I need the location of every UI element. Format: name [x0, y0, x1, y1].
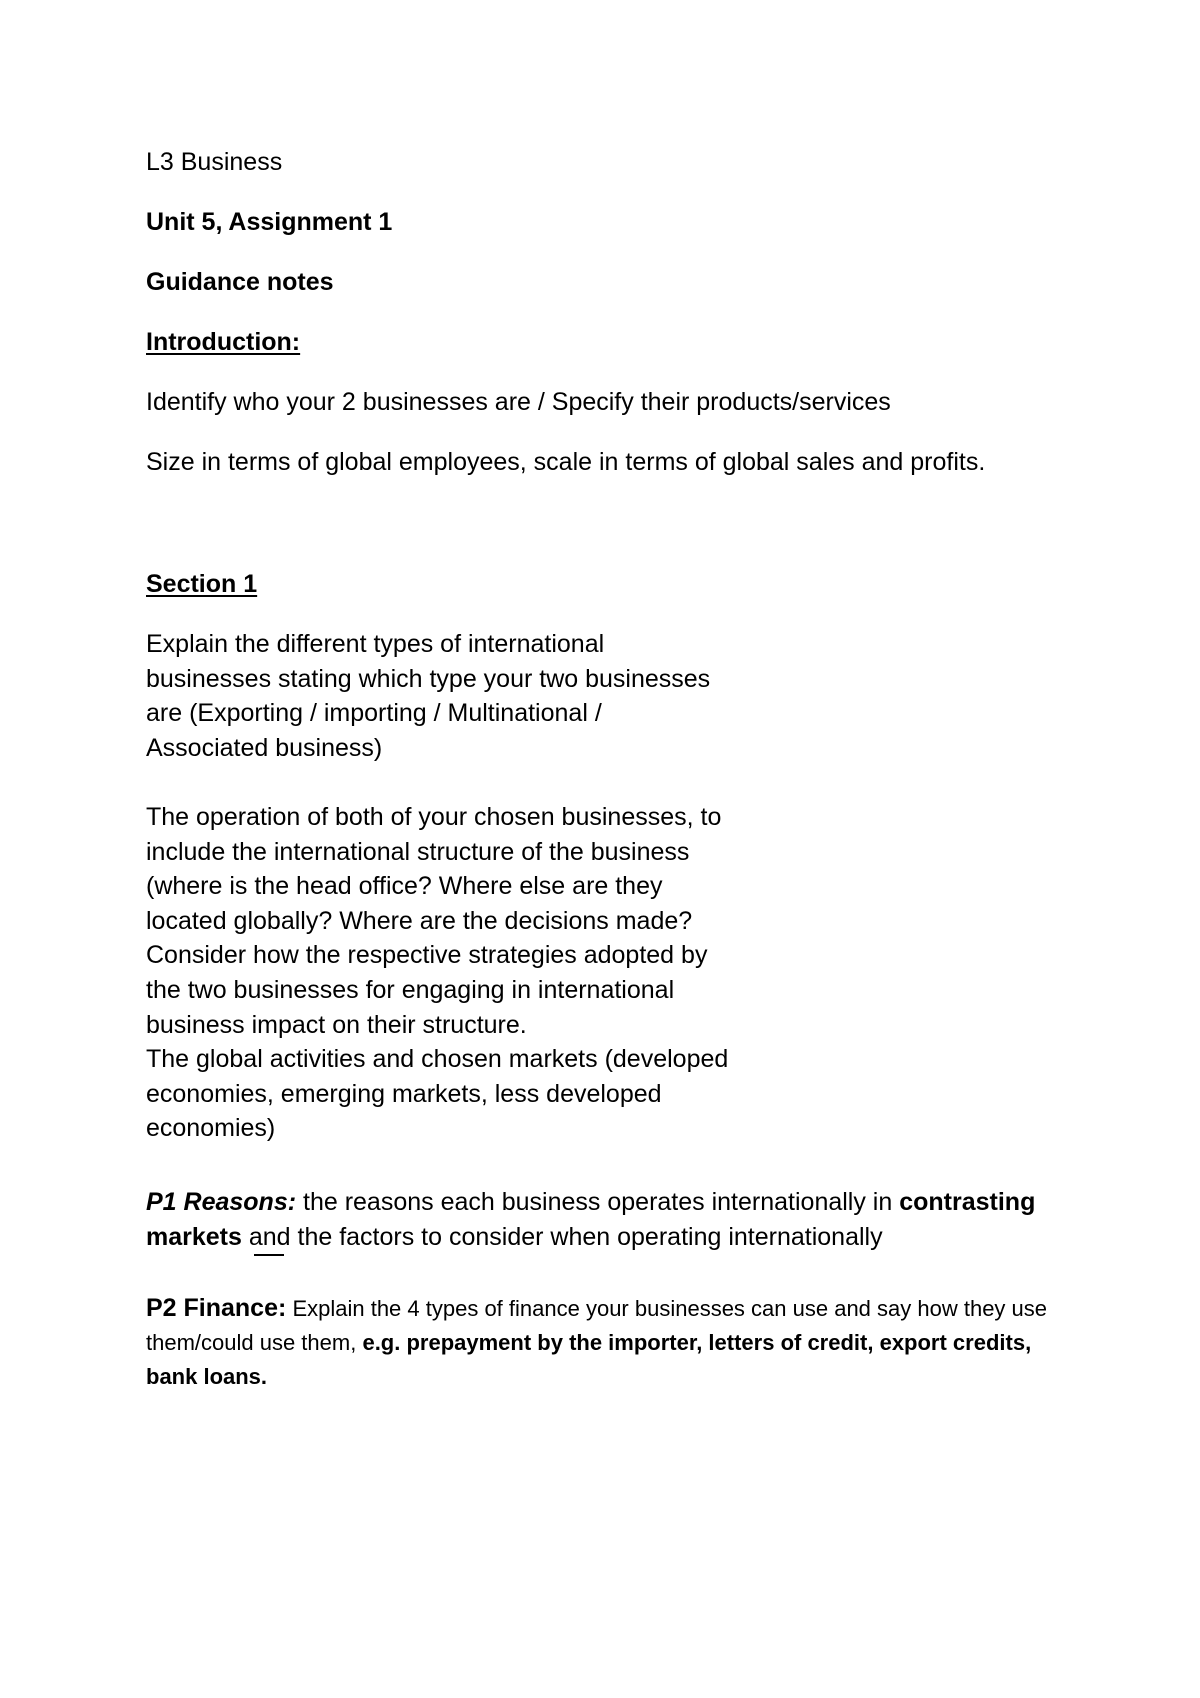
paragraph-line: economies)	[146, 1114, 276, 1143]
section-1-paragraph-2	[146, 800, 728, 1146]
paragraph-line: Explain the different types of international	[146, 630, 605, 658]
p1-label: P1 Reasons:	[146, 1188, 297, 1216]
p1-reasons-block	[146, 1185, 1066, 1255]
p2-bold-b: bank loans.	[146, 1364, 268, 1389]
course-title: L3 Business	[146, 148, 283, 176]
p2-finance-block	[146, 1291, 1066, 1394]
p1-text-a: the reasons each business operates internationally in	[296, 1188, 900, 1216]
paragraph-line: located globally? Where are the decisions made?	[146, 906, 693, 935]
p1-bold-a: contrasting	[899, 1188, 1036, 1216]
section-1-heading: Section 1	[146, 570, 258, 598]
paragraph-line: (where is the head office? Where else are they	[146, 872, 663, 901]
paragraph-line: The global activities and chosen markets (developed	[146, 1045, 729, 1074]
p2-line-1	[146, 1291, 1066, 1326]
guidance-title: Guidance notes	[146, 268, 334, 296]
p2-line-3	[146, 1360, 1066, 1394]
p1-line-2	[146, 1220, 1066, 1255]
paragraph-line: businesses stating which type your two businesses	[146, 664, 711, 693]
paragraph-line: Consider how the respective strategies adopted by	[146, 941, 708, 970]
p1-bold-b: markets	[146, 1223, 242, 1251]
p2-text-a: Explain the 4 types of finance your businesses can use and say how they use	[286, 1296, 1048, 1321]
p2-label: P2 Finance:	[146, 1294, 287, 1322]
paragraph-line: the two businesses for engaging in international	[146, 975, 675, 1004]
p1-line-1	[146, 1185, 1066, 1220]
introduction-heading: Introduction:	[146, 328, 301, 356]
paragraph-line: business impact on their structure.	[146, 1010, 527, 1039]
p2-bold-a: e.g. prepayment by the importer, letters of credit, export credits,	[362, 1330, 1032, 1355]
paragraph-line: Associated business)	[146, 733, 383, 762]
separator-dash	[254, 1254, 284, 1256]
section-1-paragraph-1	[146, 627, 710, 765]
unit-title: Unit 5, Assignment 1	[146, 208, 393, 236]
introduction-line-2: Size in terms of global employees, scale in terms of global sales and profits.	[146, 448, 986, 476]
introduction-line-1: Identify who your 2 businesses are / Specify their products/services	[146, 388, 891, 416]
paragraph-line: The operation of both of your chosen businesses, to	[146, 803, 722, 831]
p2-text-b: them/could use them,	[146, 1330, 363, 1355]
paragraph-line: include the international structure of the business	[146, 837, 690, 866]
paragraph-line: economies, emerging markets, less developed	[146, 1079, 662, 1108]
p2-line-2	[146, 1326, 1066, 1360]
paragraph-line: are (Exporting / importing / Multinational /	[146, 699, 602, 728]
p1-text-b: and the factors to consider when operating internationally	[241, 1223, 883, 1251]
